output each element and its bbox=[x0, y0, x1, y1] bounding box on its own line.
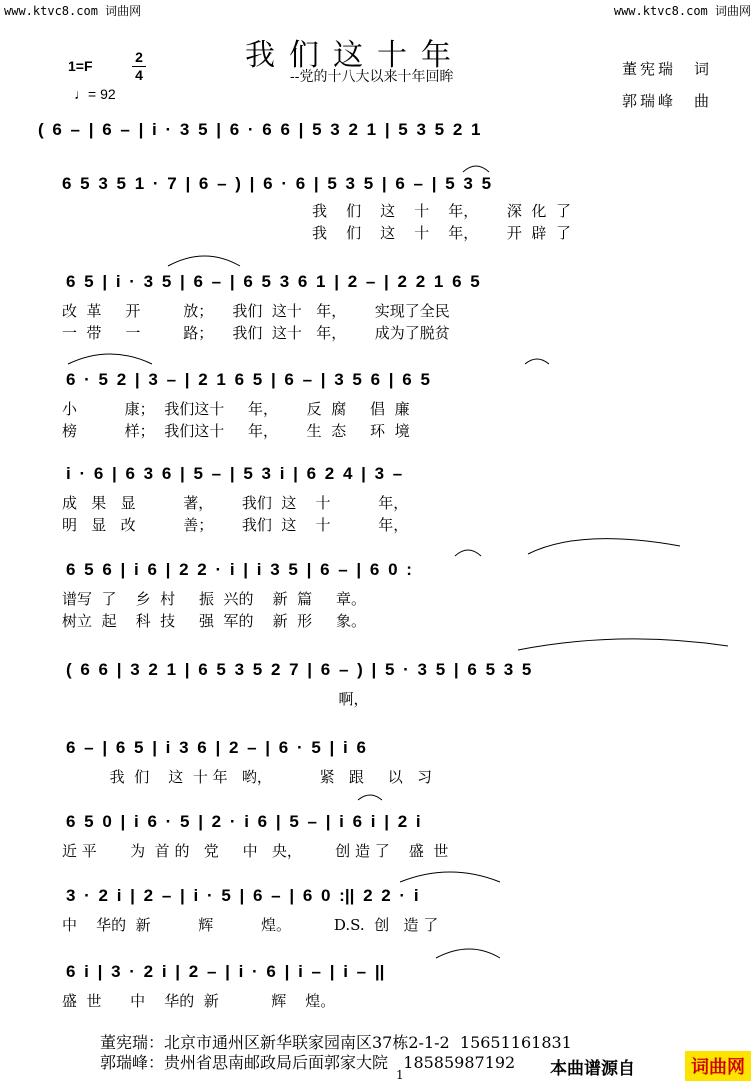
lyric-row-5-verse-2: 明 显 改 善； 我们 这 十 年， bbox=[62, 516, 409, 534]
notes-row-6: 6 5 6 | i 6 | 2 2 · i | i 3 5 | 6 – | 6 0 : bbox=[66, 560, 412, 579]
lyric-row-4-verse-2: 榜 样； 我们这十 年， 生 态 环 境 bbox=[62, 422, 410, 440]
notes-row-1: ( 6 – | 6 – | i · 3 5 | 6 · 6 6 | 5 3 2 1 | 5 3 5 2 1 bbox=[38, 120, 481, 139]
notes-row-2: 6 5 3 5 1 · 7 | 6 – ) | 6 · 6 | 5 3 5 | 6 – | 5 3 5 bbox=[62, 174, 492, 193]
lyric-row-6-verse-2: 树立 起 科 技 强 军的 新 形 象。 bbox=[62, 612, 366, 630]
tempo-mark: ♩= 92 bbox=[74, 86, 116, 102]
lyric-row-8: 我 们 这 十 年 哟， 紧 跟 以 习 bbox=[62, 768, 433, 786]
lyricist-credit: 董宪瑞 词 bbox=[622, 60, 713, 78]
lyric-row-2-verse-2: 我 们 这 十 年， 开 辟 了 bbox=[312, 224, 571, 242]
notes-row-4: 6 · 5 2 | 3 – | 2 1 6 5 | 6 – | 3 5 6 | 6 5 bbox=[66, 370, 430, 389]
notes-row-9: 6 5 0 | i 6 · 5 | 2 · i 6 | 5 – | i 6 i | 2 i bbox=[66, 812, 421, 831]
url-left[interactable]: www.ktvc8.com 词曲网 bbox=[4, 4, 142, 18]
composer-credit: 郭瑞峰 曲 bbox=[622, 92, 713, 110]
key-signature: 1=F bbox=[68, 58, 93, 74]
notes-row-10: 3 · 2 i | 2 – | i · 5 | 6 – | 6 0 :|| 2 2 · i bbox=[66, 886, 419, 905]
url-right[interactable]: www.ktvc8.com 词曲网 bbox=[613, 4, 751, 18]
notes-row-5: i · 6 | 6 3 6 | 5 – | 5 3 i | 6 2 4 | 3 – bbox=[66, 464, 403, 483]
source-logo-text[interactable]: 本曲谱源自 bbox=[550, 1059, 635, 1078]
lyric-row-6-verse-1: 谱写 了 乡 村 振 兴的 新 篇 章。 bbox=[62, 590, 366, 608]
lyric-row-11: 盛 世 中 华的 新 辉 煌。 bbox=[62, 992, 336, 1010]
lyricist-address: 董宪瑞：北京市通州区新华联家园南区37栋2-1-2 15651161831 bbox=[100, 1033, 572, 1052]
notes-row-11: 6 i | 3 · 2 i | 2 – | i · 6 | i – | i – || bbox=[66, 962, 385, 981]
song-title: 我们这十年 bbox=[245, 38, 465, 73]
notes-row-7: ( 6 6 | 3 2 1 | 6 5 3 5 2 7 | 6 – ) | 5 · 3 5 | 6 5 3 5 bbox=[66, 660, 532, 679]
lyric-row-4-verse-1: 小 康； 我们这十 年， 反 腐 倡 廉 bbox=[62, 400, 410, 418]
lyric-row-3-verse-1: 改 革 开 放； 我们 这十 年， 实现了全民 bbox=[62, 302, 450, 320]
source-logo-badge[interactable]: 词曲网 bbox=[685, 1051, 751, 1081]
lyric-row-10: 中 华的 新 辉 煌。 D.S. 创 造 了 bbox=[62, 916, 439, 934]
lyric-row-3-verse-2: 一 带 一 路； 我们 这十 年， 成为了脱贫 bbox=[62, 324, 450, 342]
lyric-row-9: 近 平 为 首 的 党 中 央， 创 造 了 盛 世 bbox=[62, 842, 449, 860]
notes-row-8: 6 – | 6 5 | i 3 6 | 2 – | 6 · 5 | i 6 bbox=[66, 738, 366, 757]
time-bottom: 4 bbox=[135, 67, 143, 83]
time-top: 2 bbox=[135, 49, 143, 65]
lyric-row-7: 啊， bbox=[62, 690, 369, 708]
composer-address: 郭瑞峰：贵州省思南邮政局后面郭家大院 18585987192 bbox=[100, 1053, 516, 1072]
page-number: 1 bbox=[396, 1068, 404, 1082]
time-signature bbox=[132, 50, 146, 83]
notes-row-3: 6 5 | i · 3 5 | 6 – | 6 5 3 6 1 | 2 – | 2 2 1 6 5 bbox=[66, 272, 480, 291]
lyric-row-2-verse-1: 我 们 这 十 年， 深 化 了 bbox=[312, 202, 571, 220]
song-subtitle: --党的十八大以来十年回眸 bbox=[290, 69, 454, 85]
lyric-row-5-verse-1: 成 果 显 著， 我们 这 十 年， bbox=[62, 494, 409, 512]
